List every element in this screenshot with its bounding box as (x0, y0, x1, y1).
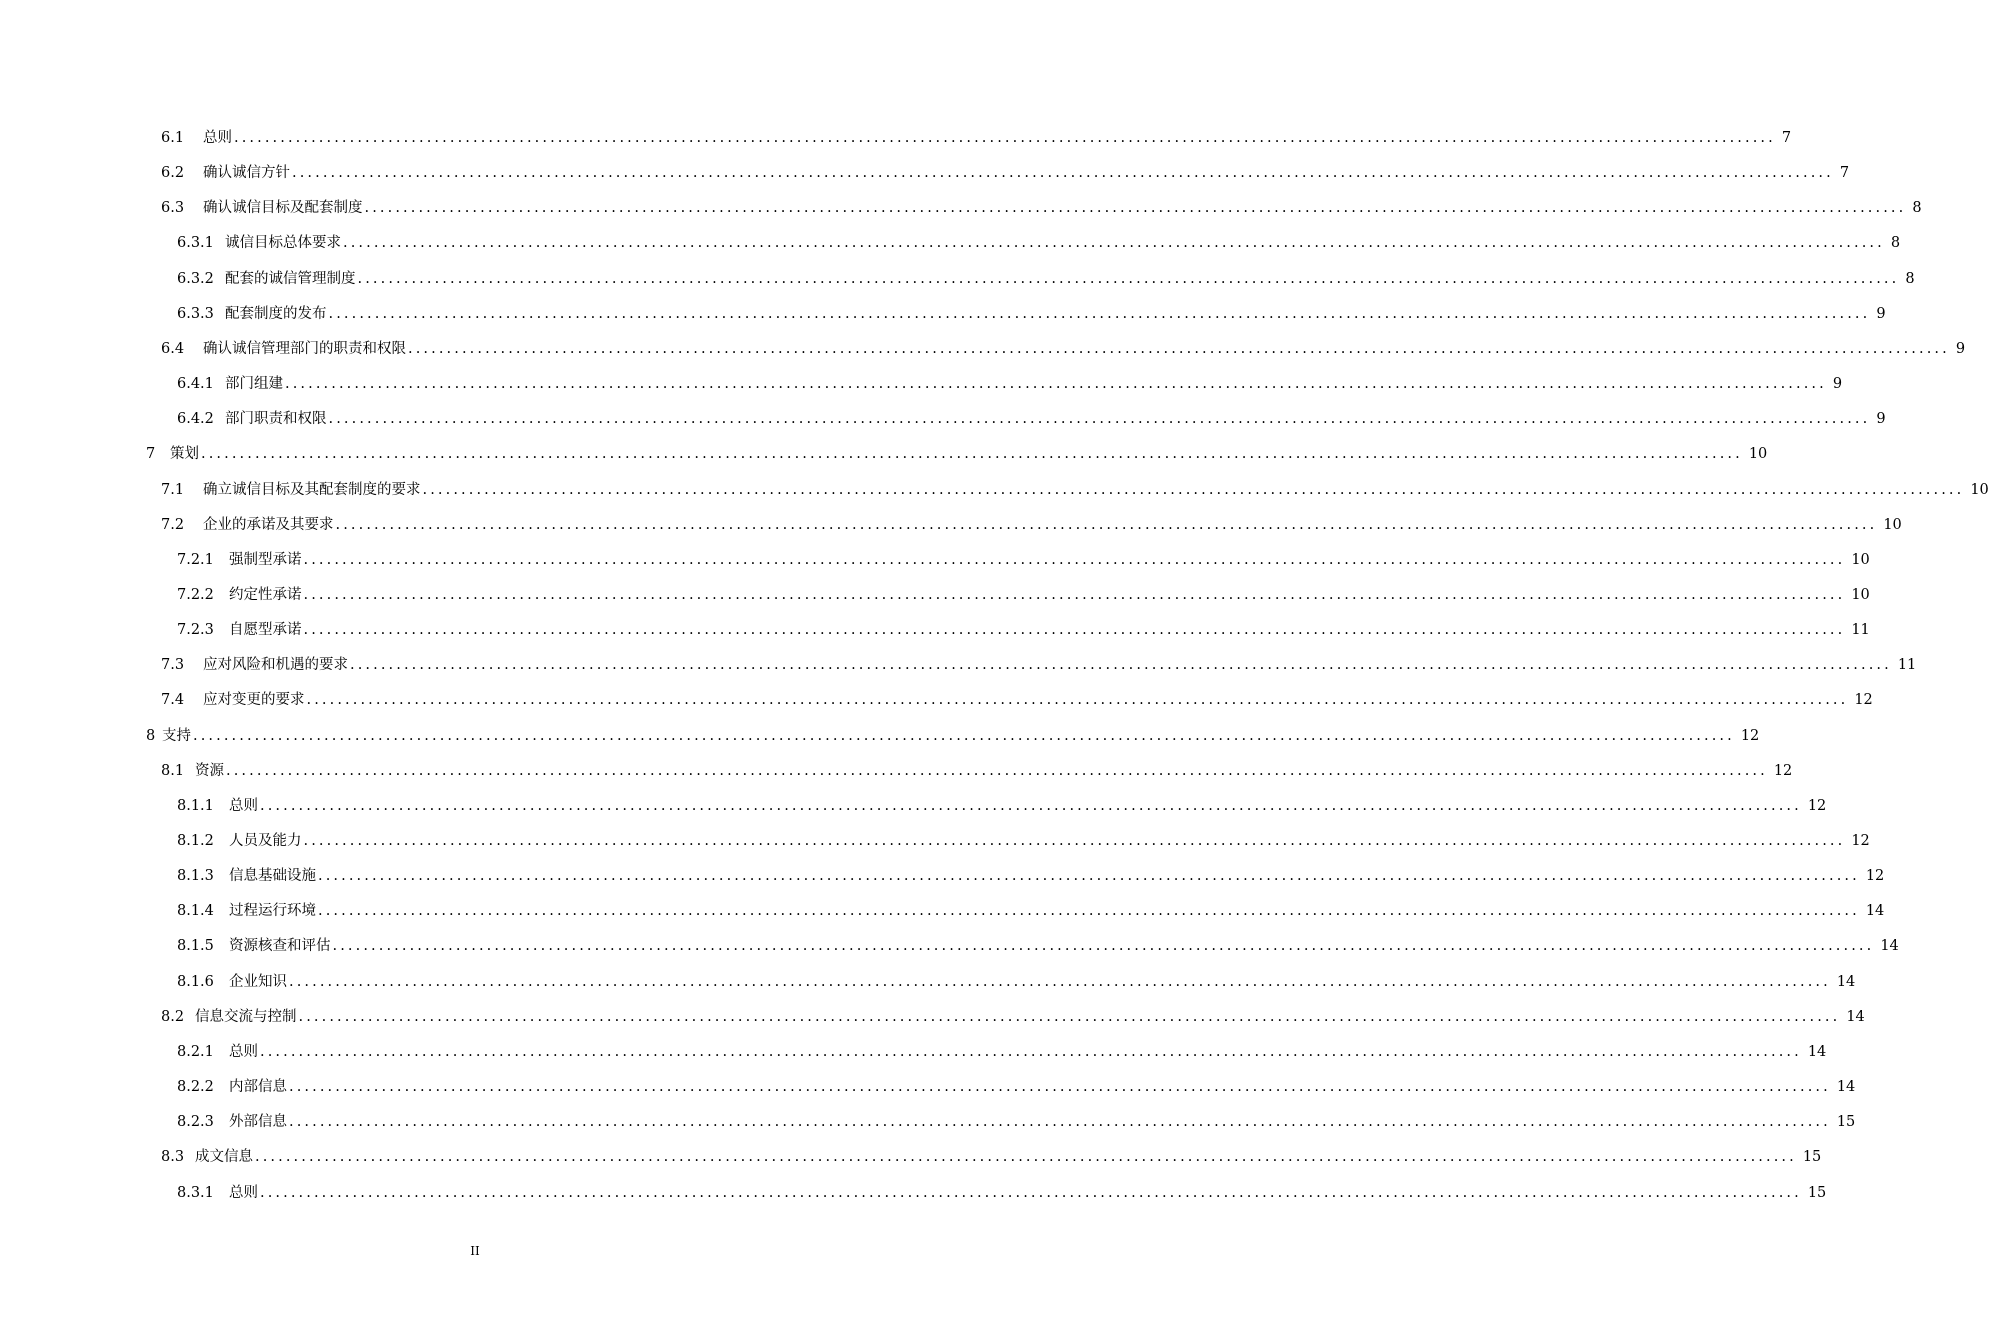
toc-entry-number: 8.3 (161, 1149, 185, 1165)
toc-entry-page: 11 (1897, 657, 1917, 673)
toc-entry[interactable] (177, 970, 1856, 994)
toc-entry-title: 确认诚信管理部门的职责和权限 (203, 341, 406, 357)
toc-entry-number: 6.3.2 (177, 271, 214, 287)
toc-entry-number: 6.2 (161, 165, 185, 181)
toc-entry-number: 8.1.4 (177, 903, 214, 919)
toc-dot-leader: ........................................................................................................................................................................................................ (318, 868, 1860, 884)
toc-dot-leader: ........................................................................................................................................................................................................ (298, 1009, 1841, 1025)
toc-dot-leader: ........................................................................................................................................................................................................ (226, 763, 1768, 779)
toc-entry-title: 应对风险和机遇的要求 (203, 657, 348, 673)
toc-entry-title: 成文信息 (195, 1149, 253, 1165)
toc-entry-title: 企业的承诺及其要求 (203, 517, 334, 533)
toc-dot-leader: ........................................................................................................................................................................................................ (255, 1149, 1797, 1165)
toc-dot-leader: ........................................................................................................................................................................................................ (289, 1079, 1831, 1095)
toc-entry-title: 总则 (203, 130, 232, 146)
toc-entry[interactable] (146, 724, 1760, 748)
toc-entry-number: 8.1.1 (177, 798, 214, 814)
toc-entry[interactable] (161, 337, 1966, 361)
toc-entry-title: 策划 (170, 446, 199, 462)
toc-entry-number: 7 (146, 446, 156, 462)
toc-entry[interactable] (177, 864, 1885, 888)
toc-entry-page: 10 (1748, 446, 1768, 462)
toc-entry-number: 6.1 (161, 130, 185, 146)
toc-entry-title: 内部信息 (229, 1079, 287, 1095)
toc-entry[interactable] (177, 231, 1901, 255)
toc-entry[interactable] (161, 1005, 1865, 1029)
toc-dot-leader: ........................................................................................................................................................................................................ (408, 341, 1950, 357)
toc-entry[interactable] (177, 1181, 1827, 1205)
toc-entry-number: 8 (146, 728, 156, 744)
toc-entry-title: 确立诚信目标及其配套制度的要求 (203, 482, 421, 498)
toc-entry-number: 6.3 (161, 200, 185, 216)
toc-entry-page: 7 (1781, 130, 1792, 146)
toc-entry-page: 10 (1883, 517, 1902, 533)
toc-entry[interactable] (177, 583, 1870, 607)
toc-entry[interactable] (161, 759, 1793, 783)
toc-entry-title: 应对变更的要求 (203, 692, 305, 708)
toc-entry-page: 14 (1865, 903, 1885, 919)
toc-dot-leader: ........................................................................................................................................................................................................ (332, 938, 1875, 954)
toc-entry[interactable] (161, 513, 1902, 537)
toc-entry-page: 14 (1807, 1044, 1827, 1060)
toc-entry[interactable] (161, 126, 1792, 150)
toc-dot-leader: ........................................................................................................................................................................................................ (328, 411, 1871, 427)
toc-entry-page: 9 (1955, 341, 1966, 357)
toc-entry-title: 资源核查和评估 (229, 938, 331, 954)
toc-entry-title: 确认诚信目标及配套制度 (203, 200, 363, 216)
toc-entry[interactable] (177, 899, 1885, 923)
toc-entry-number: 6.3.3 (177, 306, 214, 322)
toc-dot-leader: ........................................................................................................................................................................................................ (292, 165, 1834, 181)
toc-entry-title: 部门组建 (225, 376, 283, 392)
toc-entry-number: 8.3.1 (177, 1185, 214, 1201)
toc-entry[interactable] (161, 688, 1873, 712)
toc-dot-leader: ........................................................................................................................................................................................................ (234, 130, 1776, 146)
toc-entry-number: 8.1.2 (177, 833, 214, 849)
toc-entry-title: 过程运行环境 (229, 903, 316, 919)
toc-entry-title: 企业知识 (229, 974, 287, 990)
toc-dot-leader: ........................................................................................................................................................................................................ (303, 587, 1846, 603)
toc-entry-page: 11 (1851, 622, 1870, 638)
toc-entry-title: 配套制度的发布 (225, 306, 327, 322)
toc-entry-number: 7.2.3 (177, 622, 214, 638)
toc-entry-number: 8.2.1 (177, 1044, 214, 1060)
toc-entry-page: 9 (1876, 411, 1886, 427)
toc-dot-leader: ........................................................................................................................................................................................................ (422, 482, 1965, 498)
toc-entry-number: 7.2.1 (177, 552, 214, 568)
toc-dot-leader: ........................................................................................................................................................................................................ (303, 552, 1846, 568)
toc-entry-number: 7.2 (161, 517, 185, 533)
toc-entry-page: 10 (1851, 587, 1870, 603)
toc-entry[interactable] (177, 302, 1886, 326)
toc-entry[interactable] (177, 1110, 1856, 1134)
toc-entry-page: 12 (1851, 833, 1870, 849)
toc-entry-page: 14 (1846, 1009, 1865, 1025)
toc-dot-leader: ........................................................................................................................................................................................................ (303, 622, 1846, 638)
toc-entry[interactable] (146, 442, 1768, 466)
toc-entry-page: 8 (1890, 235, 1901, 251)
toc-entry-number: 8.1.3 (177, 868, 214, 884)
toc-entry-number: 6.4.1 (177, 376, 214, 392)
toc-entry-title: 外部信息 (229, 1114, 287, 1130)
toc-entry[interactable] (177, 407, 1886, 431)
toc-entry[interactable] (161, 196, 1922, 220)
toc-entry-page: 8 (1912, 200, 1922, 216)
toc-entry-number: 6.4.2 (177, 411, 214, 427)
toc-dot-leader: ........................................................................................................................................................................................................ (328, 306, 1871, 322)
toc-entry[interactable] (177, 934, 1899, 958)
toc-entry-title: 人员及能力 (229, 833, 302, 849)
toc-entry-number: 6.4 (161, 341, 185, 357)
toc-entry-number: 7.3 (161, 657, 185, 673)
toc-dot-leader: ........................................................................................................................................................................................................ (260, 1185, 1802, 1201)
toc-entry-page: 15 (1836, 1114, 1856, 1130)
toc-entry-title: 信息交流与控制 (195, 1009, 297, 1025)
toc-entry-title: 配套的诚信管理制度 (225, 271, 356, 287)
toc-entry[interactable] (161, 653, 1917, 677)
toc-entry-page: 12 (1740, 728, 1760, 744)
toc-entry[interactable] (161, 478, 1989, 502)
toc-entry-page: 7 (1839, 165, 1850, 181)
toc-entry-title: 诚信目标总体要求 (225, 235, 341, 251)
toc-entry-page: 9 (1832, 376, 1843, 392)
toc-entry-title: 自愿型承诺 (229, 622, 302, 638)
toc-entry-title: 强制型承诺 (229, 552, 302, 568)
toc-entry-page: 12 (1865, 868, 1885, 884)
toc-dot-leader: ........................................................................................................................................................................................................ (285, 376, 1827, 392)
toc-entry-number: 7.4 (161, 692, 185, 708)
toc-entry-number: 8.2 (161, 1009, 185, 1025)
toc-entry-title: 资源 (195, 763, 224, 779)
toc-entry[interactable] (161, 1145, 1822, 1169)
toc-dot-leader: ........................................................................................................................................................................................................ (289, 974, 1831, 990)
toc-entry[interactable] (177, 618, 1870, 642)
toc-entry-page: 14 (1836, 1079, 1856, 1095)
toc-entry-page: 14 (1880, 938, 1899, 954)
toc-dot-leader: ........................................................................................................................................................................................................ (303, 833, 1846, 849)
toc-entry-page: 8 (1905, 271, 1915, 287)
toc-entry-page: 15 (1802, 1149, 1822, 1165)
toc-entry[interactable] (177, 829, 1870, 853)
toc-dot-leader: ........................................................................................................................................................................................................ (201, 446, 1743, 462)
toc-entry[interactable] (177, 267, 1915, 291)
toc-entry[interactable] (177, 548, 1870, 572)
toc-dot-leader: ........................................................................................................................................................................................................ (260, 1044, 1802, 1060)
toc-entry-number: 8.1.5 (177, 938, 214, 954)
toc-entry-title: 部门职责和权限 (225, 411, 327, 427)
toc-dot-leader: ........................................................................................................................................................................................................ (364, 200, 1907, 216)
page-number-footer: II (470, 1244, 480, 1258)
toc-entry-number: 8.1.6 (177, 974, 214, 990)
toc-entry-page: 12 (1854, 692, 1873, 708)
toc-entry-title: 支持 (162, 728, 191, 744)
toc-entry-page: 10 (1851, 552, 1870, 568)
toc-entry-page: 14 (1836, 974, 1856, 990)
toc-entry-page: 15 (1807, 1185, 1827, 1201)
toc-entry[interactable] (177, 1040, 1827, 1064)
toc-entry-number: 7.2.2 (177, 587, 214, 603)
toc-entry-number: 6.3.1 (177, 235, 214, 251)
toc-dot-leader: ........................................................................................................................................................................................................ (306, 692, 1849, 708)
toc-entry-number: 7.1 (161, 482, 185, 498)
toc-dot-leader: ........................................................................................................................................................................................................ (335, 517, 1878, 533)
toc-entry[interactable] (177, 794, 1827, 818)
toc-dot-leader: ........................................................................................................................................................................................................ (343, 235, 1885, 251)
toc-dot-leader: ........................................................................................................................................................................................................ (357, 271, 1900, 287)
toc-entry-number: 8.1 (161, 763, 185, 779)
toc-entry-page: 12 (1773, 763, 1793, 779)
toc-entry[interactable] (177, 1075, 1856, 1099)
toc-entry-page: 9 (1876, 306, 1886, 322)
toc-entry-page: 10 (1970, 482, 1989, 498)
toc-entry-number: 8.2.2 (177, 1079, 214, 1095)
toc-dot-leader: ........................................................................................................................................................................................................ (260, 798, 1802, 814)
toc-entry-title: 总则 (229, 1044, 258, 1060)
toc-entry-title: 信息基础设施 (229, 868, 316, 884)
toc-entry-title: 约定性承诺 (229, 587, 302, 603)
toc-entry-title: 总则 (229, 1185, 258, 1201)
toc-entry-page: 12 (1807, 798, 1827, 814)
toc-entry-title: 确认诚信方针 (203, 165, 290, 181)
toc-entry[interactable] (177, 372, 1843, 396)
toc-dot-leader: ........................................................................................................................................................................................................ (289, 1114, 1831, 1130)
toc-entry[interactable] (161, 161, 1850, 185)
toc-dot-leader: ........................................................................................................................................................................................................ (318, 903, 1860, 919)
toc-entry-number: 8.2.3 (177, 1114, 214, 1130)
toc-dot-leader: ........................................................................................................................................................................................................ (350, 657, 1892, 673)
toc-dot-leader: ........................................................................................................................................................................................................ (193, 728, 1735, 744)
toc-entry-title: 总则 (229, 798, 258, 814)
